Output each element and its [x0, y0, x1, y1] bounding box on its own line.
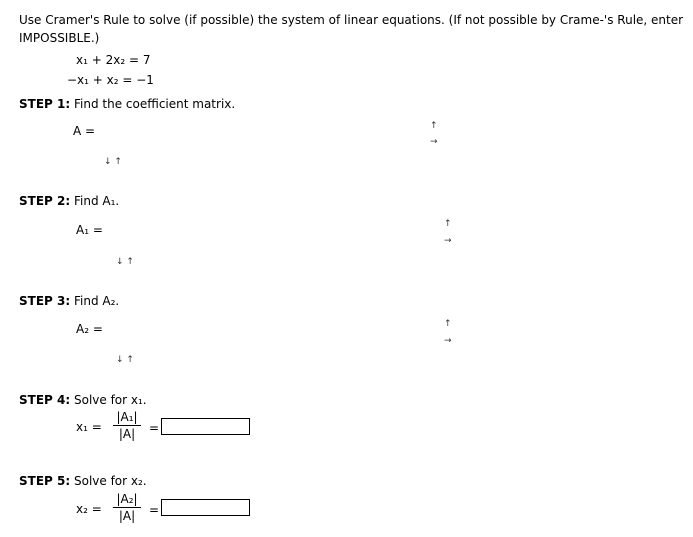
step-4-label: STEP 4: [19, 393, 71, 407]
x2-equals: = [149, 503, 160, 517]
equation-2: −x₁ + x₂ = −1 [67, 73, 154, 87]
step-2 [19, 194, 119, 208]
x1-answer-input[interactable] [161, 418, 250, 435]
broken-image-icon: ↓ ↑ [104, 157, 122, 167]
x1-denominator: |A| [118, 427, 136, 441]
x2-numerator: |A₂| [116, 492, 138, 506]
step-3-label: STEP 3: [19, 294, 71, 308]
step-3-text: Find A₂. [73, 294, 120, 308]
matrix-a-label: A = [73, 124, 96, 138]
broken-image-icon: ↓ ↑ [116, 355, 134, 365]
broken-image-icon: ↓ ↑ [116, 257, 134, 267]
broken-image-icon: → [444, 336, 452, 346]
x2-denominator: |A| [118, 509, 136, 523]
step-5-label: STEP 5: [19, 474, 71, 488]
x2-fraction [113, 492, 141, 523]
step-1-label: STEP 1: [19, 97, 71, 111]
x1-numerator: |A₁| [116, 410, 138, 424]
instructions: Use Cramer's Rule to solve (if possible) the system of linear equations. (If not possible by Crame-'s Rule, enter IMPOSSIBLE.) [19, 13, 684, 45]
step-1-text: Find the coefficient matrix. [73, 97, 236, 111]
broken-image-icon: → [444, 236, 452, 246]
step-4-text: Solve for x₁. [73, 393, 147, 407]
x1-fraction [113, 410, 141, 441]
equation-1: x₁ + 2x₂ = 7 [76, 53, 151, 67]
x1-label: x₁ = [76, 420, 102, 434]
x2-answer-input[interactable] [161, 499, 250, 516]
step-5 [19, 474, 147, 488]
step-2-label: STEP 2: [19, 194, 71, 208]
broken-image-icon: ↑ [444, 219, 452, 229]
x2-label: x₂ = [76, 502, 102, 516]
broken-image-icon: ↑ [444, 319, 452, 329]
step-2-text: Find A₁. [73, 194, 120, 208]
fraction-bar [113, 425, 141, 426]
step-1 [19, 97, 235, 111]
broken-image-icon: ↑ [430, 121, 438, 131]
step-3 [19, 294, 119, 308]
step-4 [19, 393, 147, 407]
broken-image-icon: → [430, 137, 438, 147]
fraction-bar [113, 507, 141, 508]
step-5-text: Solve for x₂. [73, 474, 147, 488]
matrix-a2-label: A₂ = [76, 322, 103, 336]
x1-equals: = [149, 421, 160, 435]
matrix-a1-label: A₁ = [76, 223, 103, 237]
